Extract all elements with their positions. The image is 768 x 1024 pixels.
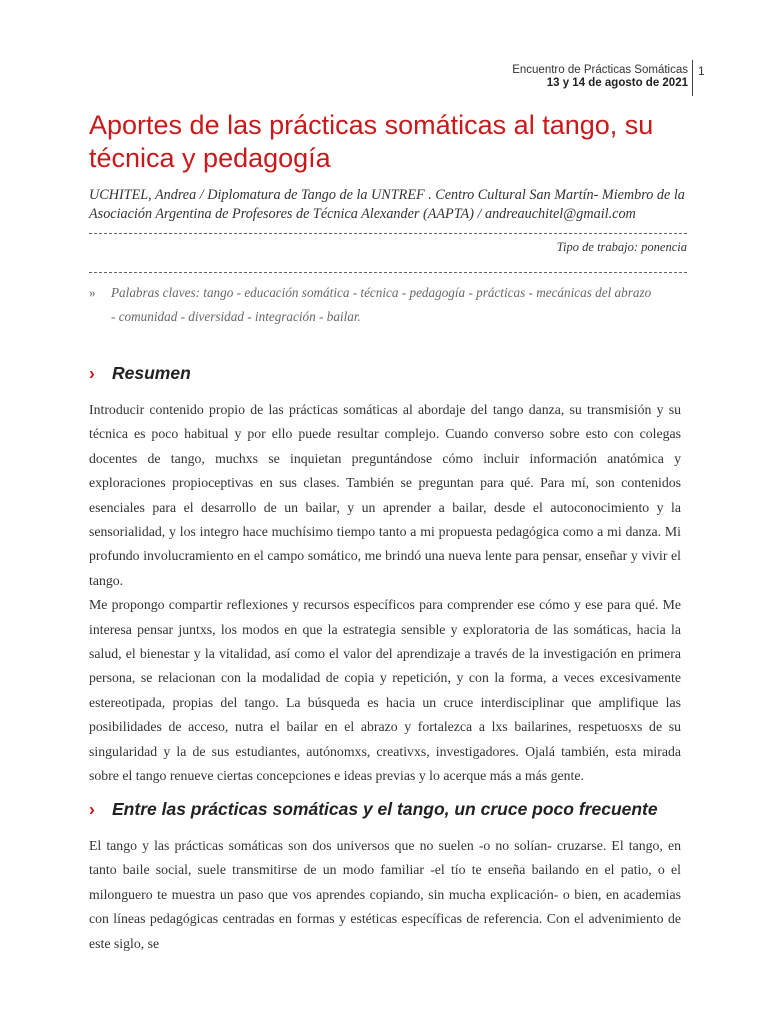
work-type: Tipo de trabajo: ponencia: [556, 240, 687, 254]
paragraph: Introducir contenido propio de las prácticas somáticas al abordaje del tango danza, su transmisión y su técnica es poco habitual y por ello puede resultar complejo. Cuando converso sobre esto con colegas docentes de tango, muchxs se inquietan preguntándose cómo incluir información anatómica y exploraciones propioceptivas en sus clases. También se preguntan para qué. Para mí, son contenidos esenciales para el desarrollo de un bailar, y un aprender a bailar, desde el autoconocimiento y la sensorialidad, y los integro hace muchísimo tiempo tanto a mi propuesta pedagógica como a mi danza. Mi profundo involucramiento en el campo somático, me brindó una nueva lente para pensar, enseñar y vivir el tango.: [89, 402, 681, 588]
keywords-line-1: Palabras claves: tango - educación somática - técnica - pedagogía - prácticas - mecánicas del abrazo: [111, 285, 652, 300]
section-body-cruce: [89, 834, 681, 956]
keywords-bullet: »: [89, 285, 96, 300]
author-affiliation: UCHITEL, Andrea / Diplomatura de Tango de la UNTREF . Centro Cultural San Martín- Miembro de la Asociación Argentina de Profesores de Técnica Alexander (AAPTA) / andreauchitel@gmail.com: [89, 187, 685, 222]
section-body-resumen: [89, 398, 681, 789]
paragraph: El tango y las prácticas somáticas son dos universos que no suelen -o no solían- cruzarse. El tango, en tanto baile social, suele transmitirse de un modo familiar -el tío te enseña bailando en el patio, o el milonguero te muestra un paso que vos aprendes copiando, sin mucha explicación- o bien, en academias con líneas pedagógicas centradas en formas y estéticas específicas de referencia. Con el advenimiento de este siglo, se: [89, 838, 681, 951]
section-heading-resumen: [89, 363, 191, 384]
running-header: [512, 64, 688, 90]
section-heading-cruce: [89, 799, 658, 820]
section-heading-text: Resumen: [112, 363, 191, 383]
divider-bottom: [89, 272, 687, 273]
paragraph: Me propongo compartir reflexiones y recursos específicos para comprender ese cómo y ese para qué. Me interesa pensar juntxs, los modos en que la estrategia sensible y exploratoria de las somáticas, hacia la salud, el bienestar y la vitalidad, así como el valor del aprendizaje a través de la investigación en primera persona, se relacionan con la modalidad de copia y repetición, y con la forma, a veces excesivamente estereotipada, propias del tango. La búsqueda es hacia un cruce interdisciplinar que amplifique las posibilidades de acceso, nutra el bailar en el abrazo y fortalezca a lxs bailarines, respetuosxs de su singularidad y la de sus estudiantes, autónomxs, creativxs, investigadores. Ojalá también, esta mirada sobre el tango renueve ciertas concepciones e ideas previas y lo acerque más a más gente.: [89, 597, 681, 784]
paper-title: Aportes de las prácticas somáticas al tango, su técnica y pedagogía: [89, 110, 654, 173]
page-number: 1: [698, 64, 705, 78]
chevron-right-icon: ›: [89, 363, 95, 383]
divider-top: [89, 233, 687, 234]
keywords: [89, 281, 689, 329]
section-heading-text: Entre las prácticas somáticas y el tango, un cruce poco frecuente: [112, 799, 658, 819]
header-event: Encuentro de Prácticas Somáticas: [512, 64, 688, 76]
keywords-line-2: - comunidad - diversidad - integración - bailar.: [111, 309, 361, 324]
header-date: 13 y 14 de agosto de 2021: [546, 77, 688, 89]
chevron-right-icon: ›: [89, 799, 95, 819]
header-divider: [692, 60, 693, 96]
